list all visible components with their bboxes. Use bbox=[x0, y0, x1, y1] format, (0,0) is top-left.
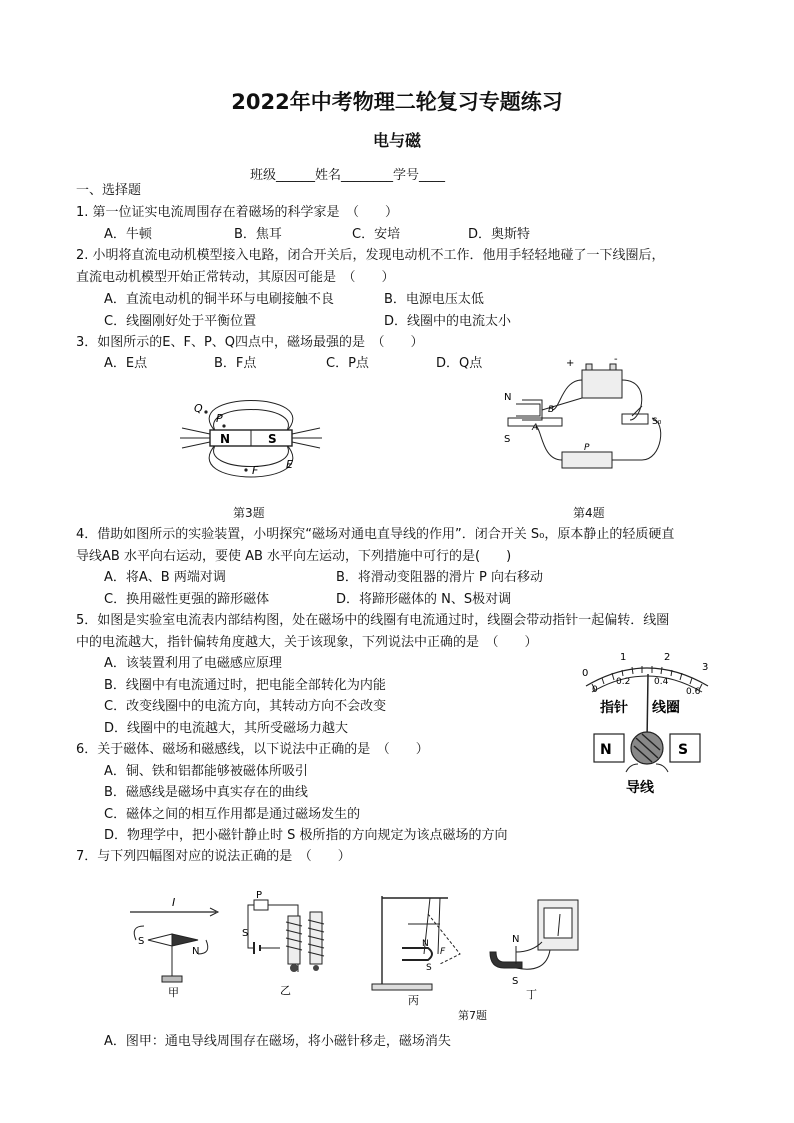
q5-option-d: D．线圈中的电流越大，其所受磁场力越大 bbox=[104, 721, 349, 736]
fig3-point-e: E bbox=[286, 458, 293, 471]
q1-stem: 1. 第一位证实电流周围存在着磁场的科学家是 （ ） bbox=[76, 205, 399, 220]
fig4-n-pole: N bbox=[504, 392, 512, 403]
fig5-bottom-scale-0: 0 bbox=[592, 685, 598, 695]
figure-4-circuit bbox=[502, 354, 672, 486]
q2-option-c: C．线圈刚好处于平衡位置 bbox=[104, 314, 257, 329]
fig4-a: A bbox=[532, 423, 539, 433]
q2-stem-line1: 2. 小明将直流电动机模型接入电路，闭合开关后，发现电动机不工作．他用手轻轻地碰了一下线圈后， bbox=[76, 248, 665, 263]
student-info-line: 班级______姓名________学号____ bbox=[250, 168, 446, 183]
fig5-bottom-scale-04: 0.4 bbox=[654, 677, 669, 687]
figure-5-ammeter bbox=[572, 646, 722, 800]
fig7-label-yi: 乙 bbox=[280, 984, 291, 997]
q6-option-c: C．磁体之间的相互作用都是通过磁场发生的 bbox=[104, 807, 361, 822]
fig7-label-ding: 丁 bbox=[526, 988, 537, 1001]
fig4-slider-p: P bbox=[584, 443, 590, 453]
fig5-n-pole: N bbox=[600, 742, 612, 758]
fig5-top-scale-3: 3 bbox=[702, 662, 709, 673]
fig3-n-pole: N bbox=[220, 432, 231, 446]
fig7-ding-s: S bbox=[512, 976, 519, 987]
fig7-label-bing: 丙 bbox=[408, 994, 419, 1007]
q4-stem-line2: 导线AB 水平向右运动，要使 AB 水平向左运动，下列措施中可行的是( ) bbox=[76, 549, 512, 564]
q2-option-b: B．电源电压太低 bbox=[384, 292, 484, 307]
page-subtitle: 电与磁 bbox=[372, 131, 421, 150]
q5-stem-line1: 5．如图是实验室电流表内部结构图，处在磁场中的线圈有电流通过时，线圈会带动指针一起偏转．线圈 bbox=[76, 613, 670, 628]
q5-option-a: A．该装置利用了电磁感应原理 bbox=[104, 656, 282, 671]
q3-stem: 3．如图所示的E、F、P、Q四点中，磁场最强的是 （ ） bbox=[76, 335, 424, 350]
q6-stem: 6．关于磁体、磁场和磁感线，以下说法中正确的是 （ ） bbox=[76, 742, 429, 757]
q3-option-d: D．Q点 bbox=[436, 356, 483, 371]
q4-option-c: C．换用磁性更强的蹄形磁体 bbox=[104, 592, 270, 607]
figure-4-caption: 第4题 bbox=[573, 506, 605, 520]
figure-7-panel-jia bbox=[126, 896, 222, 1000]
fig7-jia-n: N bbox=[192, 946, 200, 957]
fig5-top-scale-1: 1 bbox=[620, 652, 627, 663]
fig7-force-f: F bbox=[440, 947, 446, 957]
q7-stem: 7．与下列四幅图对应的说法正确的是 （ ） bbox=[76, 849, 351, 864]
figure-7-panel-ding bbox=[486, 892, 582, 1002]
figure-7-caption: 第7题 bbox=[458, 1009, 487, 1022]
q1-option-c: C．安培 bbox=[352, 227, 401, 242]
fig4-switch: S₀ bbox=[652, 417, 662, 427]
fig7-bing-n: N bbox=[422, 939, 429, 949]
fig7-current-i: I bbox=[172, 896, 176, 909]
fig5-top-scale-2: 2 bbox=[664, 652, 671, 663]
q4-option-a: A．将A、B 两端对调 bbox=[104, 570, 226, 585]
fig3-point-f: F bbox=[252, 464, 259, 477]
q2-stem-line2: 直流电动机模型开始正常转动，其原因可能是 （ ） bbox=[76, 270, 395, 285]
fig5-s-pole: S bbox=[678, 742, 689, 758]
q5-option-b: B．线圈中有电流通过时，把电能全部转化为内能 bbox=[104, 678, 386, 693]
fig4-plus: + bbox=[566, 358, 575, 369]
q6-option-d: D．物理学中，把小磁针静止时 S 极所指的方向规定为该点磁场的方向 bbox=[104, 828, 508, 843]
figure-7-panel-bing bbox=[368, 884, 468, 1007]
fig4-minus: - bbox=[614, 354, 618, 365]
fig7-ding-n: N bbox=[512, 934, 520, 945]
figure-3-caption: 第3题 bbox=[233, 506, 265, 520]
q3-option-a: A．E点 bbox=[104, 356, 148, 371]
fig4-b: B bbox=[548, 405, 555, 415]
q3-option-b: B．F点 bbox=[214, 356, 257, 371]
q5-stem-line2: 中的电流越大，指针偏转角度越大，关于该现象，下列说法中正确的是 （ ） bbox=[76, 635, 538, 650]
q6-option-b: B．磁感线是磁场中真实存在的曲线 bbox=[104, 785, 308, 800]
q1-option-b: B．焦耳 bbox=[234, 227, 282, 242]
page-title: 2022年中考物理二轮复习专题练习 bbox=[231, 90, 563, 114]
q4-option-b: B．将滑动变阻器的滑片 P 向右移动 bbox=[336, 570, 544, 585]
fig7-label-jia: 甲 bbox=[168, 986, 179, 999]
fig5-bottom-scale-02: 0.2 bbox=[616, 677, 631, 687]
q7-option-a: A．图甲：通电导线周围存在磁场，将小磁针移走，磁场消失 bbox=[104, 1034, 451, 1049]
fig5-coil-label: 线圈 bbox=[652, 700, 680, 716]
fig3-point-p: P bbox=[216, 412, 223, 425]
fig7-yi-switch-s: S bbox=[242, 928, 249, 939]
figure-3-bar-magnet bbox=[176, 392, 326, 488]
fig5-pointer-label: 指针 bbox=[600, 700, 628, 716]
fig7-bing-s: S bbox=[426, 963, 432, 973]
figure-7-panel-yi bbox=[240, 892, 336, 1002]
fig5-bottom-scale-06: 0.6 bbox=[686, 687, 701, 697]
fig7-slider-p: P bbox=[256, 890, 263, 901]
fig3-point-q: Q bbox=[194, 402, 203, 415]
q2-option-d: D．线圈中的电流太小 bbox=[384, 314, 512, 329]
q4-stem-line1: 4．借助如图所示的实验装置，小明探究“磁场对通电直导线的作用”．闭合开关 S₀，原本静止的轻质硬直 bbox=[76, 527, 675, 542]
fig4-s-pole: S bbox=[504, 434, 511, 445]
fig5-top-scale-0: 0 bbox=[582, 668, 589, 679]
fig3-s-pole: S bbox=[268, 432, 277, 446]
fig7-jia-s: S bbox=[138, 936, 145, 947]
q6-option-a: A．铜、铁和铝都能够被磁体所吸引 bbox=[104, 764, 308, 779]
q5-option-c: C．改变线圈中的电流方向，其转动方向不会改变 bbox=[104, 699, 387, 714]
q4-option-d: D．将蹄形磁体的 N、S极对调 bbox=[336, 592, 512, 607]
q2-option-a: A．直流电动机的铜半环与电刷接触不良 bbox=[104, 292, 334, 307]
q3-option-c: C．P点 bbox=[326, 356, 369, 371]
section-heading: 一、选择题 bbox=[76, 183, 142, 198]
q1-option-d: D．奥斯特 bbox=[468, 227, 531, 242]
q1-option-a: A．牛顿 bbox=[104, 227, 152, 242]
fig5-wire-label: 导线 bbox=[626, 780, 654, 796]
